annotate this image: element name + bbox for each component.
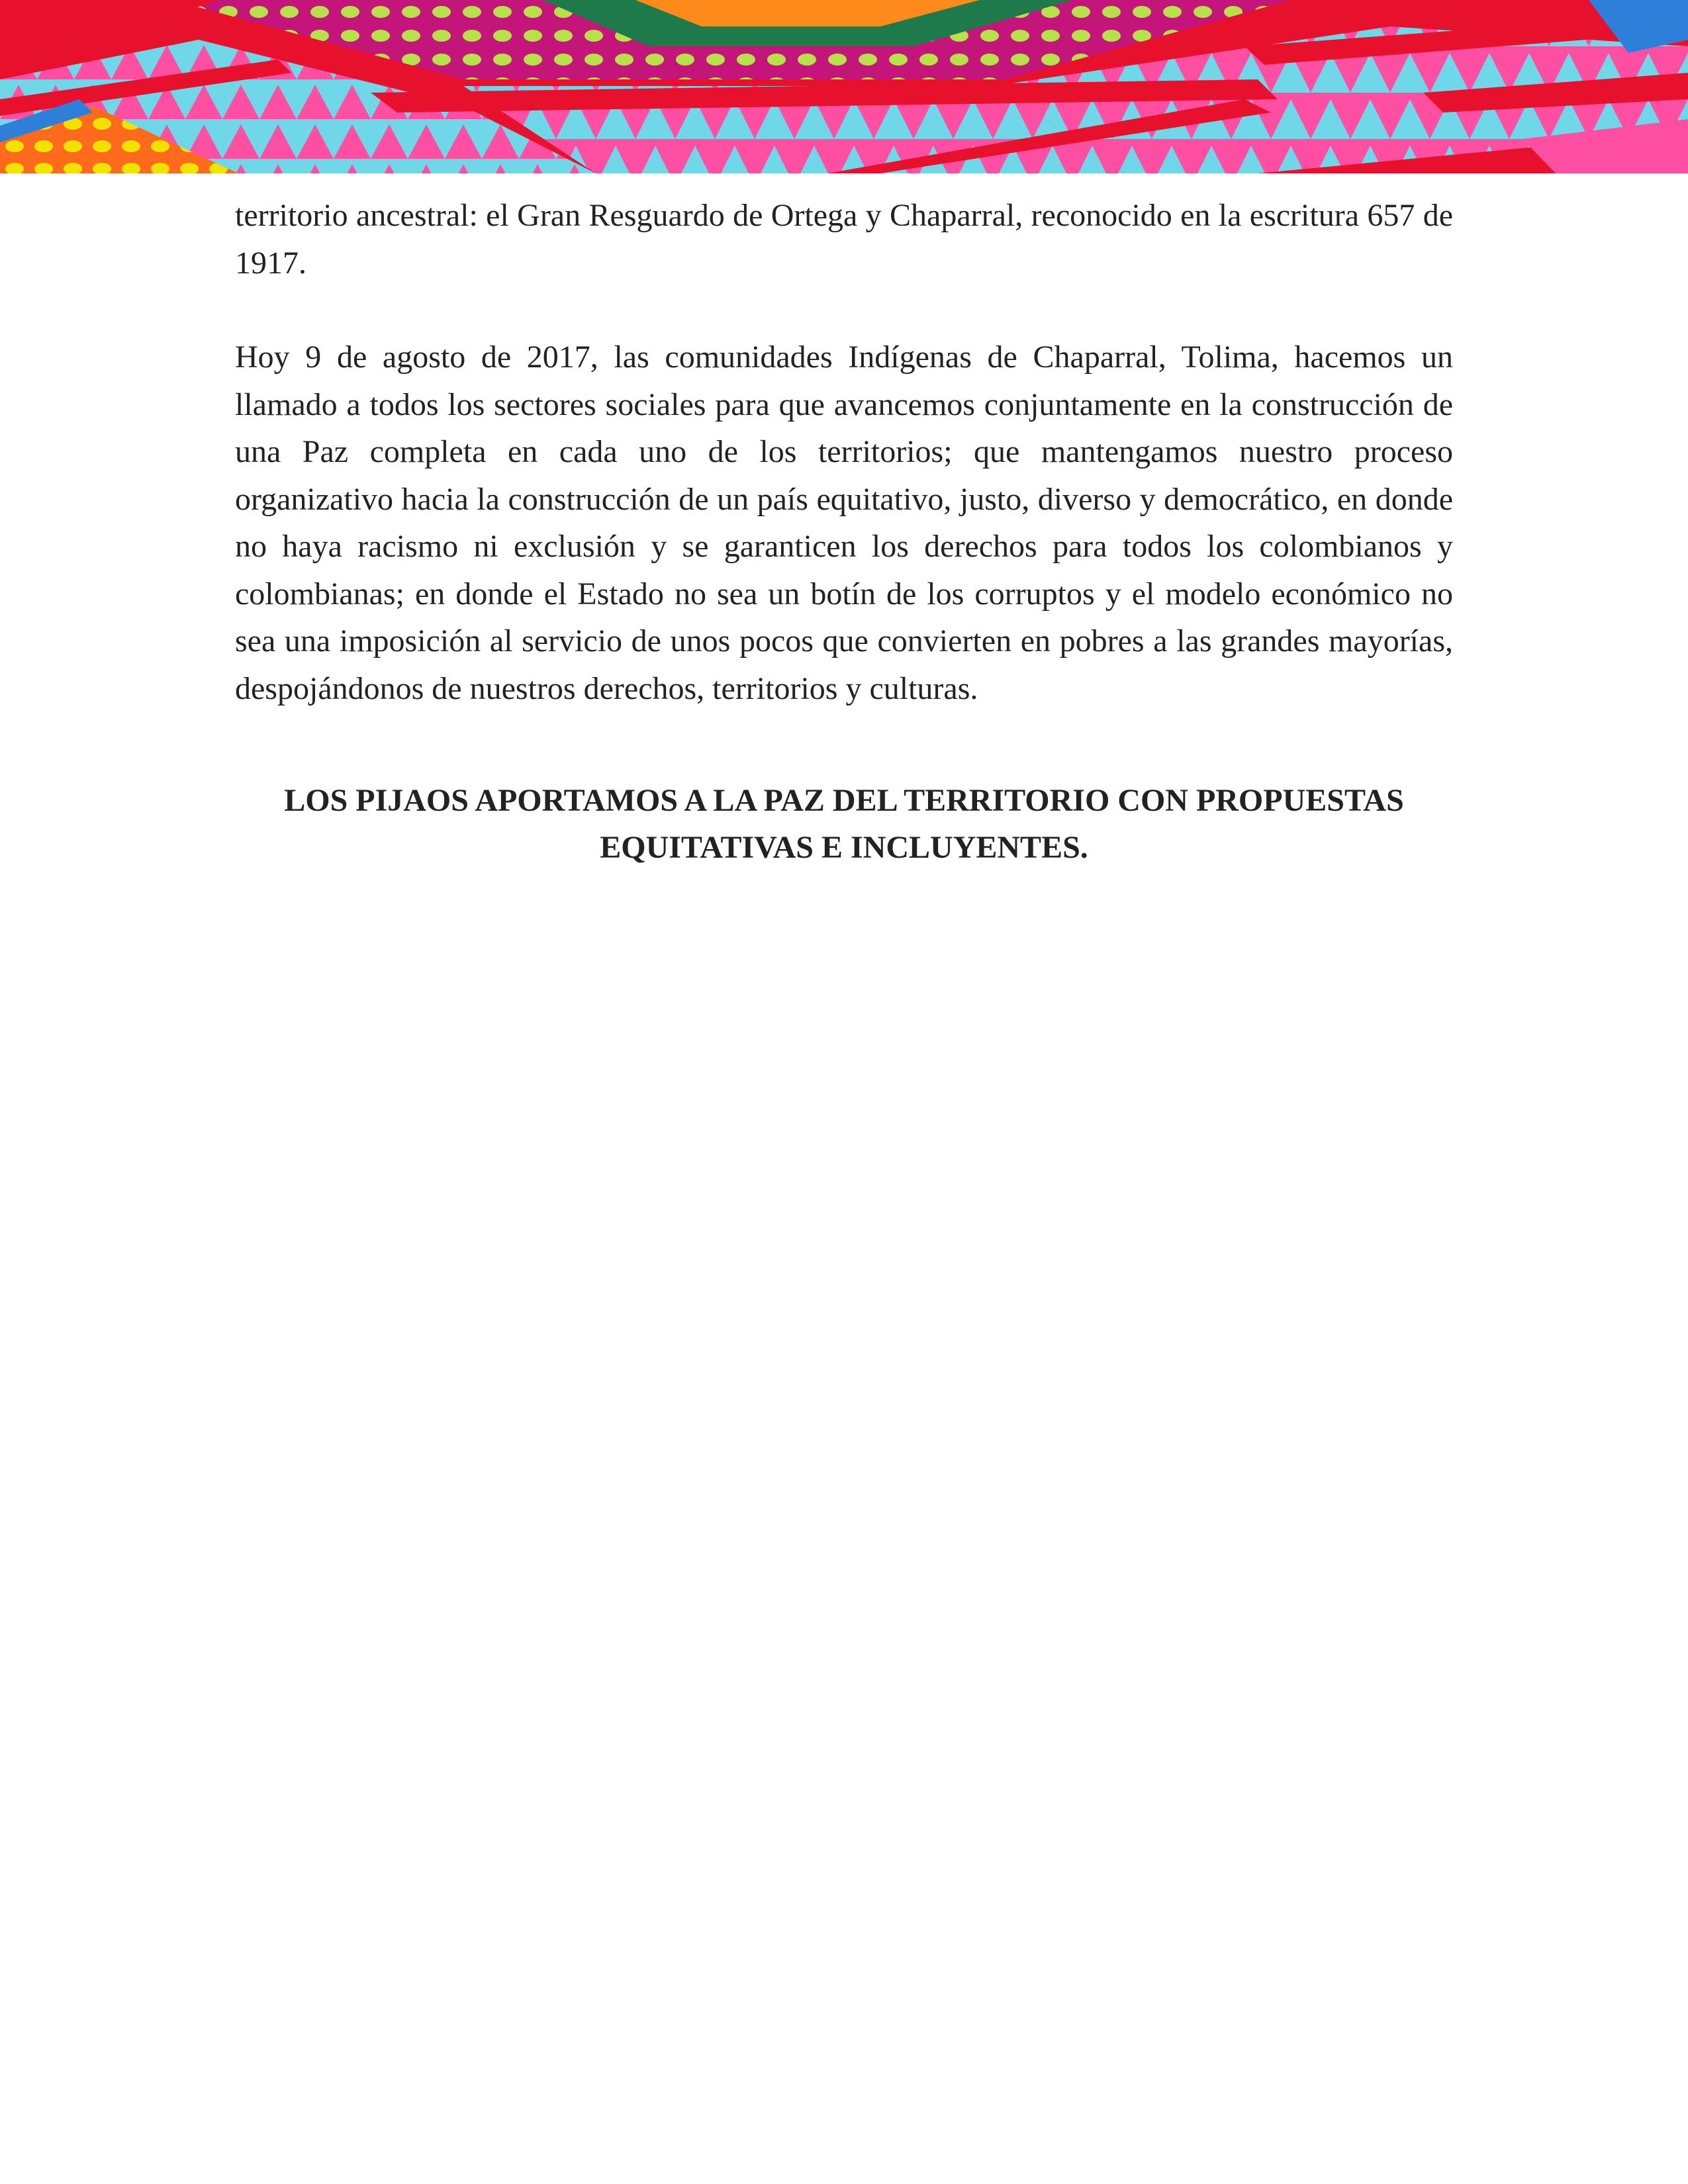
- textile-banner: [0, 0, 1688, 173]
- closing-heading: LOS PIJAOS APORTAMOS A LA PAZ DEL TERRITORIO CON PROPUESTAS EQUITATIVAS E INCLUYENTES.: [284, 783, 1404, 865]
- paragraph-declaration: Hoy 9 de agosto de 2017, las comunidades Indígenas de Chaparral, Tolima, hacemos un llamado a todos los sectores sociales para que avancemos conjuntamente en la construcción de una Paz completa en cada uno de los territorios; que mantengamos nuestro proceso organizativo hacia la construcción de un país equitativo, justo, diverso y democrático, en donde no haya racismo ni exclusión y se garanticen los derechos para todos los colombianos y colombianas; en donde el Estado no sea un botín de los corruptos y el modelo económico no sea una imposición al servicio de unos pocos que convierten en pobres a las grandes mayorías, despojándonos de nuestros derechos, territorios y culturas.: [235, 340, 1453, 706]
- document-body: [235, 192, 1453, 871]
- woven-textile-pattern-icon: [0, 0, 1688, 173]
- paragraph-territory: territorio ancestral: el Gran Resguardo de Ortega y Chaparral, reconocido en la escritura 657 de 1917.: [235, 198, 1453, 281]
